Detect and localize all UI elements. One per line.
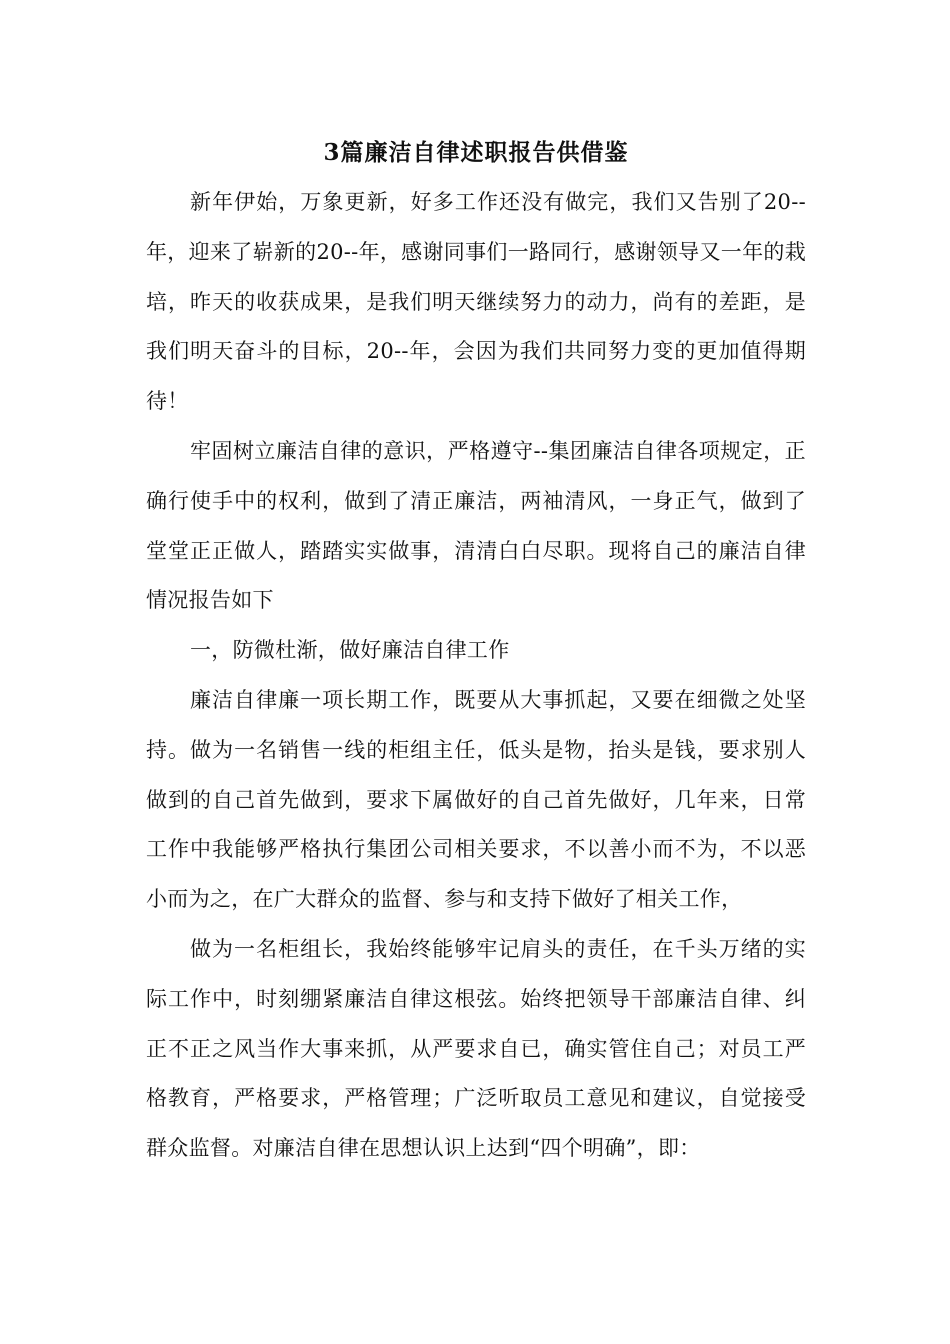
paragraph-responsibility: 做为一名柜组长，我始终能够牢记肩头的责任，在千头万绪的实际工作中，时刻绷紧廉洁自律这根弦。始终把领导干部廉洁自律、纠正不正之风当作大事来抓，从严要求自已，确实管住自己；对员工严格教育，严格要求，严格管理；广泛听取员工意见和建议，自觉接受群众监督。对廉洁自律在思想认识上达到“四个明确”，即：	[146, 936, 806, 1161]
section-heading-1: 一，防微杜渐，做好廉洁自律工作	[190, 638, 510, 663]
paragraph-commitment: 牢固树立廉洁自律的意识，严格遵守--集团廉洁自律各项规定，正确行使手中的权利，做到了清正廉洁，两袖清风，一身正气，做到了堂堂正正做人，踏踏实实做事，清清白白尽职。现将自己的廉洁自律情况报告如下	[146, 438, 806, 613]
document-page	[146, 128, 806, 1174]
paragraph-long-term-work: 廉洁自律廉一项长期工作，既要从大事抓起，又要在细微之处坚持。做为一名销售一线的柜组主任，低头是物，抬头是钱，要求别人做到的自己首先做到，要求下属做好的自己首先做好，几年来，日常工作中我能够严格执行集团公司相关要求，不以善小而不为，不以恶小而为之，在广大群众的监督、参与和支持下做好了相关工作，	[146, 687, 806, 912]
paragraph-intro: 新年伊始，万象更新，好多工作还没有做完，我们又告别了20--年，迎来了崭新的20--年，感谢同事们一路同行，感谢领导又一年的栽培，昨天的收获成果，是我们明天继续努力的动力，尚有的差距，是我们明天奋斗的目标，20--年，会因为我们共同努力变的更加值得期待！	[146, 190, 806, 414]
document-title: 3篇廉洁自律述职报告供借鉴	[323, 139, 629, 166]
